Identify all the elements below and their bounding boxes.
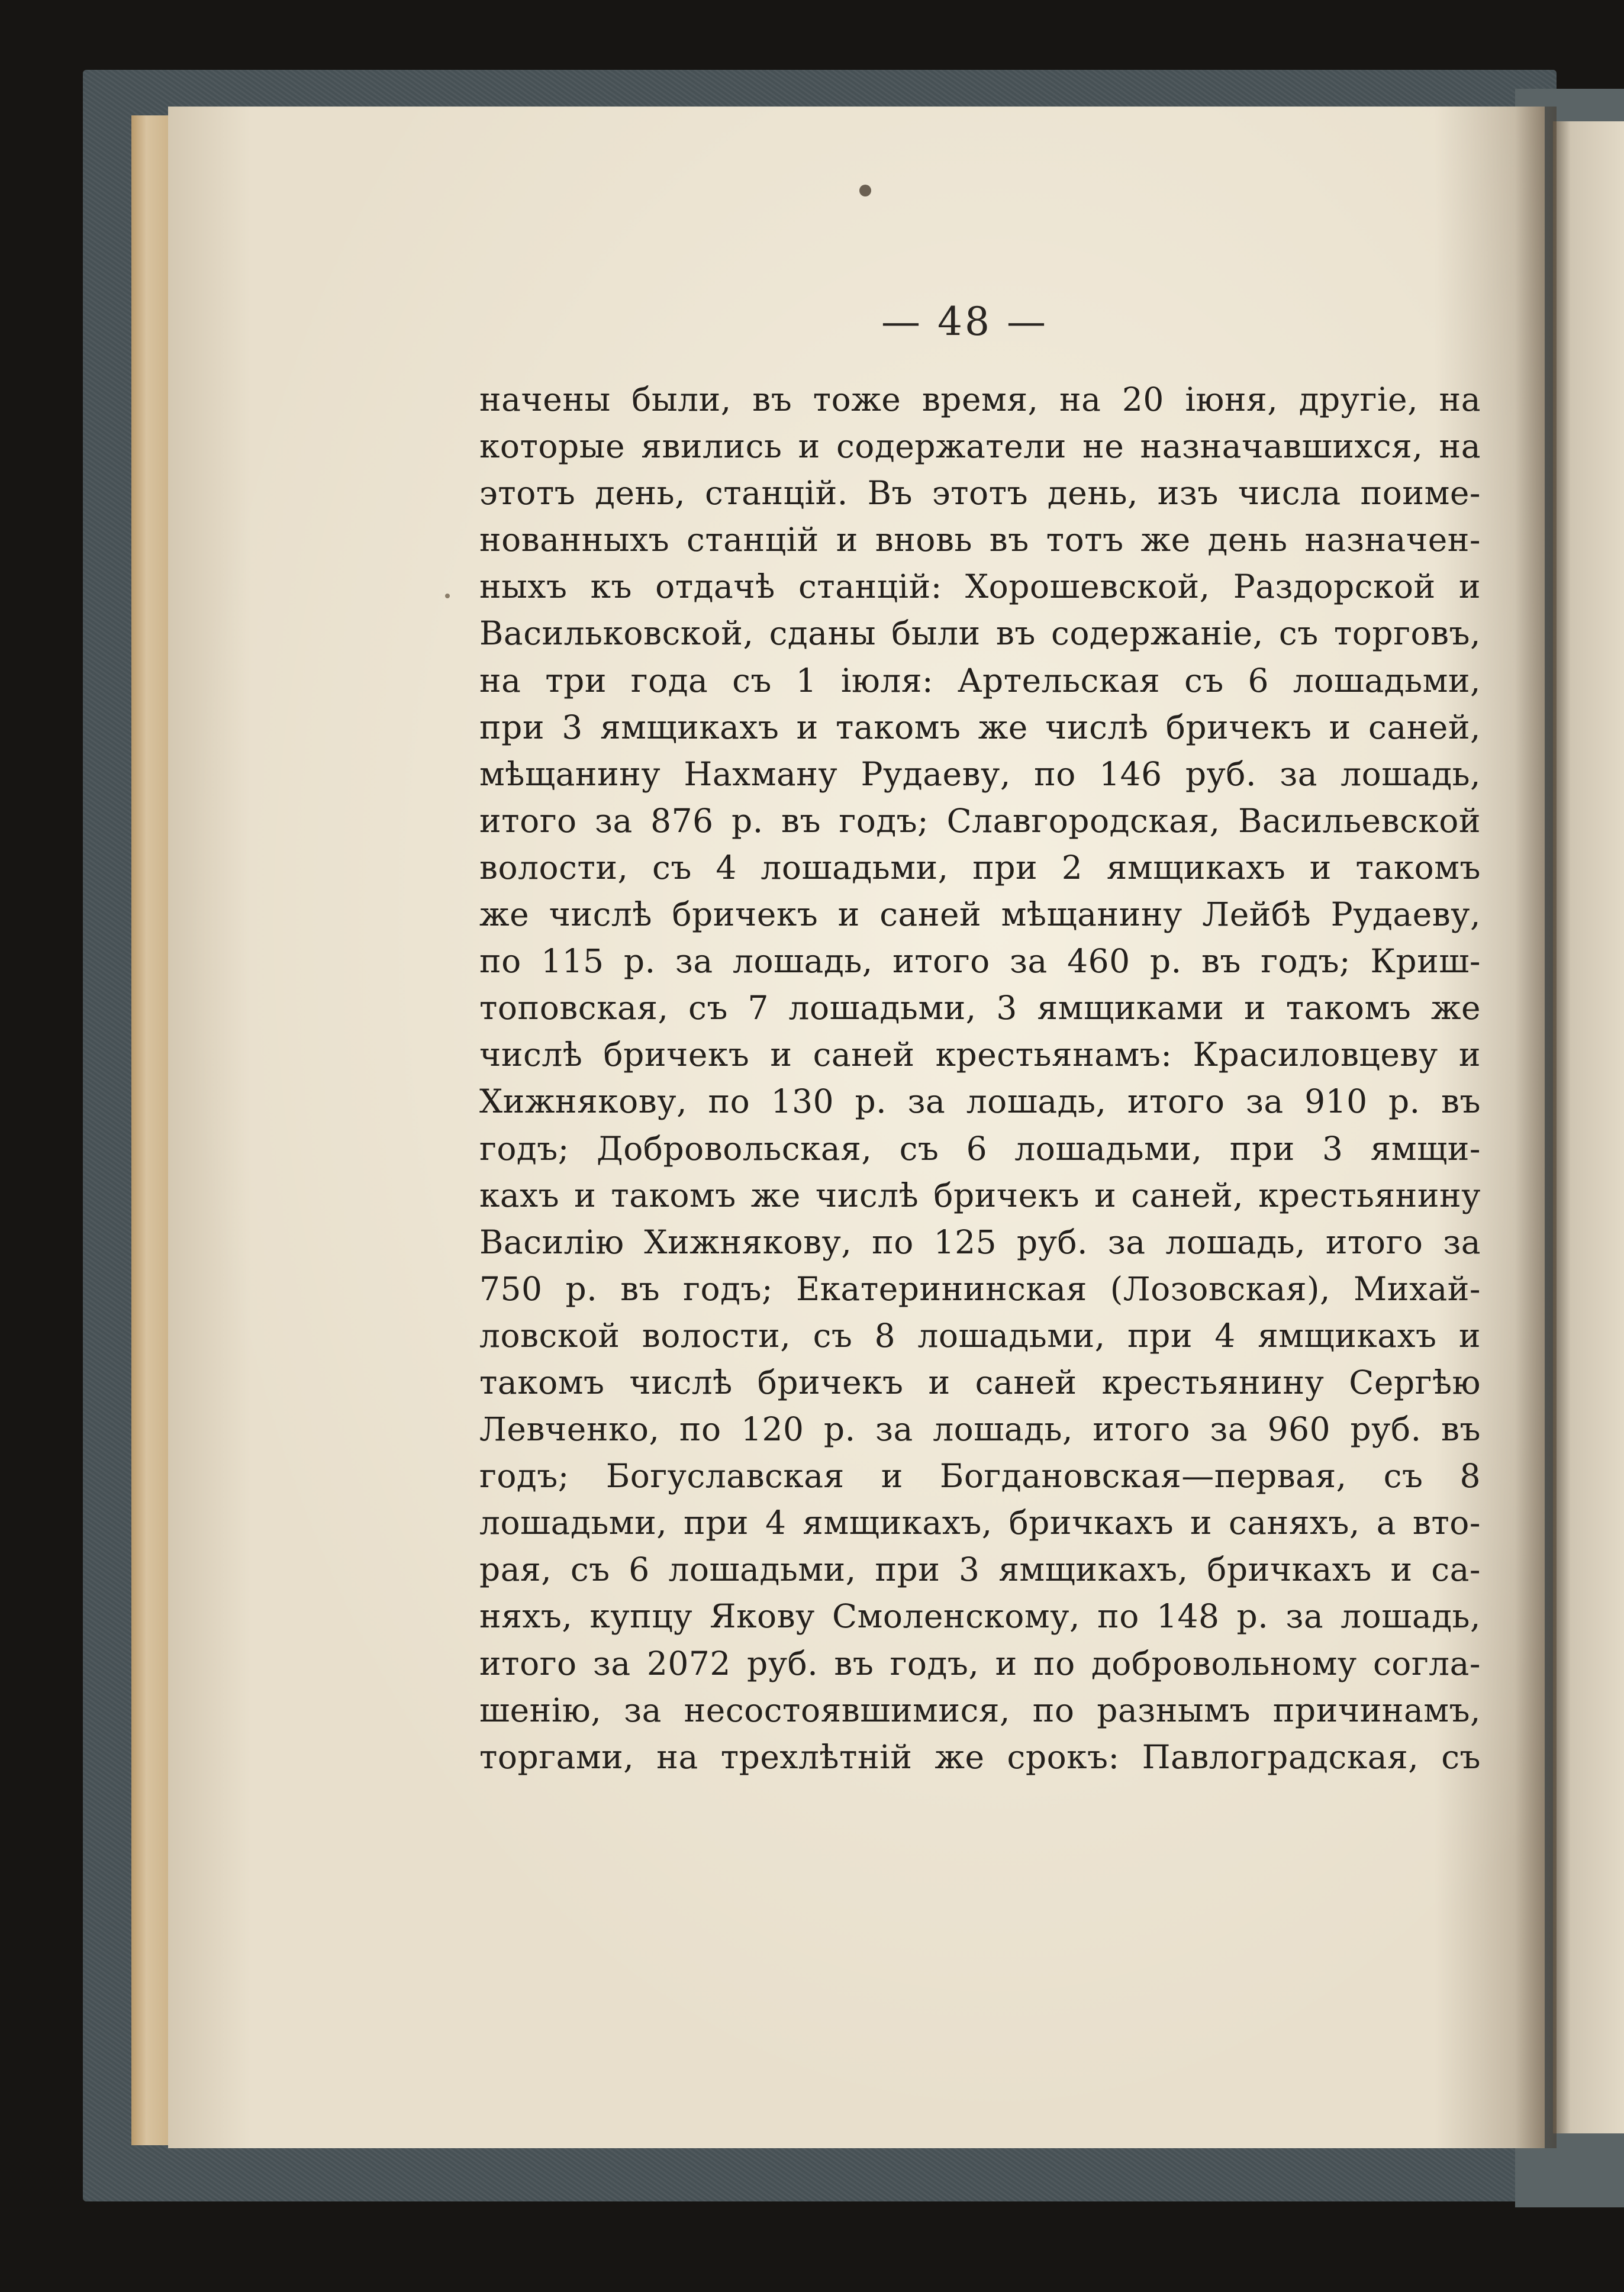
text-line: топовская, съ 7 лошадьми, 3 ямщиками и такомъ же bbox=[479, 989, 1481, 1027]
text-line: Хижнякову, по 130 р. за лошадь, итого за 910 р. въ bbox=[479, 1082, 1481, 1121]
text-line: на три года съ 1 іюля: Артельская съ 6 лошадьми, bbox=[479, 661, 1481, 699]
page-edge-left bbox=[131, 115, 169, 2145]
text-line: годъ; Богуславская и Богдановская—первая, съ 8 bbox=[479, 1457, 1481, 1495]
text-line: рая, съ 6 лошадьми, при 3 ямщикахъ, бричкахъ и са- bbox=[479, 1550, 1481, 1589]
gutter-shadow bbox=[1515, 107, 1557, 2148]
text-line: кахъ и такомъ же числѣ бричекъ и саней, крестьянину bbox=[479, 1176, 1481, 1214]
text-line: нованныхъ станцій и вновь въ тотъ же день назначен- bbox=[479, 521, 1481, 559]
text-line: же числѣ бричекъ и саней мѣщанину Лейбѣ Рудаеву, bbox=[479, 895, 1481, 934]
text-line: мѣщанину Нахману Рудаеву, по 146 руб. за лошадь, bbox=[479, 755, 1481, 793]
ink-dot bbox=[859, 185, 871, 196]
text-line: годъ; Добровольская, съ 6 лошадьми, при 3 ямщи- bbox=[479, 1129, 1481, 1168]
text-line: шенію, за несостоявшимися, по разнымъ причинамъ, bbox=[479, 1691, 1481, 1729]
ink-speck bbox=[445, 594, 450, 598]
page-number: — 48 — bbox=[881, 299, 1048, 344]
text-line: лошадьми, при 4 ямщикахъ, бричкахъ и саняхъ, а вто- bbox=[479, 1504, 1481, 1542]
text-line: которые явились и содержатели не назначавшихся, на bbox=[479, 427, 1481, 466]
text-line: торгами, на трехлѣтній же срокъ: Павлоградская, съ bbox=[479, 1737, 1481, 1776]
text-line: ныхъ къ отдачѣ станцій: Хорошевской, Раздорской и bbox=[479, 568, 1481, 606]
text-line: 750 р. въ годъ; Екатерининская (Лозовская), Михай- bbox=[479, 1269, 1481, 1308]
text-line: начены были, въ тоже время, на 20 іюня, другіе, на bbox=[479, 381, 1481, 418]
text-line: этотъ день, станцій. Въ этотъ день, изъ числа поиме- bbox=[479, 474, 1481, 512]
text-line: Васильковской, сданы были въ содержаніе, съ торговъ, bbox=[479, 614, 1481, 653]
text-line: такомъ числѣ бричекъ и саней крестьянину Сергѣю bbox=[479, 1363, 1481, 1401]
text-line: при 3 ямщикахъ и такомъ же числѣ бричекъ и саней, bbox=[479, 708, 1481, 746]
text-line: итого за 876 р. въ годъ; Славгородская, Васильевской bbox=[479, 801, 1481, 840]
text-line: Василію Хижнякову, по 125 руб. за лошадь, итого за bbox=[479, 1223, 1481, 1261]
body-text bbox=[479, 376, 1481, 1781]
next-page-sliver bbox=[1553, 121, 1624, 2133]
text-line: итого за 2072 руб. въ годъ, и по добровольному согла- bbox=[479, 1644, 1481, 1682]
text-line: по 115 р. за лошадь, итого за 460 р. въ годъ; Криш- bbox=[479, 942, 1481, 981]
text-line: Левченко, по 120 р. за лошадь, итого за 960 руб. въ bbox=[479, 1410, 1481, 1449]
text-line: няхъ, купцу Якову Смоленскому, по 148 р. за лошадь, bbox=[479, 1597, 1481, 1636]
text-line: ловской волости, съ 8 лошадьми, при 4 ямщикахъ и bbox=[479, 1316, 1481, 1355]
text-line: числѣ бричекъ и саней крестьянамъ: Красиловцеву и bbox=[479, 1036, 1481, 1074]
text-line: волости, съ 4 лошадьми, при 2 ямщикахъ и такомъ bbox=[479, 848, 1481, 887]
